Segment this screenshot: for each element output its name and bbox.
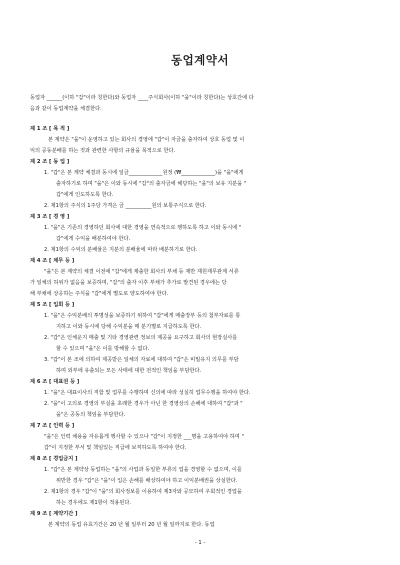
article-clause: 할 수 있으며 "을"은 이를 방해할 수 없다. [56, 346, 150, 352]
article-clause: 3. "갑"이 본 조에 의하여 제공받은 일체의 자료에 대하여 "갑"은 비밀유지 의무를 부담 [44, 357, 239, 363]
article-body: 익의 공동분배를 하는 것과 관련한 사항의 규율을 목적으로 한다. [30, 148, 176, 154]
article-clause: 출자하기로 하며 "을"은 이와 동시에 "갑"의 출자금에 해당하는 "을"의 보유 지분을 " [56, 181, 247, 187]
article-body: 해 부채에 상응하는 주식을 "갑"에게 별도로 양도하여야 한다. [30, 291, 169, 297]
article-clause: 1. "을"은 기존의 경영하던 회사에 대한 경영을 연속적으로 행하도록 하고 이와 동시에 " [44, 225, 242, 231]
page-number: - 1 - [194, 540, 206, 546]
article-body: 가 일체의 허위가 없음을 보증하며, "갑"의 출자 이후 부채가 추가로 발견된 경우에는 당 [30, 280, 227, 286]
article-heading: 제 2 조 [ 동 업 ] [30, 159, 70, 165]
article-heading: 제 8 조 [ 경업금지 ] [30, 456, 78, 462]
article-clause: 1. "갑"은 본 계약상 동업하는 "을"의 사업과 동일한 부류의 업을 경영할 수 없으며, 이를 [44, 467, 242, 473]
article-clause: 하며 외부에 유출되는 모든 사태에 대한 전적인 책임을 부담한다. [56, 368, 202, 374]
article-clause: 갑"에게 인도하도록 한다. [56, 192, 114, 198]
article-heading: 제 4 조 [ 채무 등 ] [30, 258, 75, 264]
article-clause: 1. "을"은 수익분배의 투명성을 보증하기 위하여 "갑"에게 매출장부 등의 첨부자료를 통 [44, 313, 241, 319]
article-heading: 제 9 조 [ 계약기간 ] [30, 511, 78, 517]
article-heading: 제 7 조 [ 인력 등 ] [30, 423, 75, 429]
article-clause: 1. "을"은 대표이사의 직함 및 업무를 수행하며 신의에 따라 성실히 업무수행을 하여야 한다. [44, 390, 251, 396]
intro-line: 음과 같이 동업계약을 체결한다. [30, 106, 102, 112]
article-body: "을"은 인력 채용을 자유롭게 행사할 수 있으나 "갑"이 지정한 ___명을 고용하여야 하며 " [44, 434, 244, 440]
intro-line: 동업자 ______(이하 "갑"이라 칭한다)와 동업자 ____주식회사(이하 "을"이라 칭한다)는 상호간에 다 [30, 95, 254, 101]
article-clause: 2. "갑"은 인체운지 매출 및 기타 경영관련 정보의 제공을 요구하고 회사의 현장실사를 [44, 335, 238, 341]
article-clause: 2. 제1항의 수익의 분배율은 지분의 분배율에 따라 배분하기로 한다. [44, 247, 198, 253]
article-heading: 제 5 조 [ 입회 등 ] [30, 302, 75, 308]
article-clause: 2. "을"이 고의로 경영의 부실을 초래한 경우가 아닌 한 경영상의 손해에 대하여 "갑"과 " [44, 401, 243, 407]
article-body: 본 계약의 동업 유효기간은 20 년 월 일부터 20 년 월 일까지로 한다. 동업 [48, 522, 215, 528]
article-heading: 제 6 조 [ 대표권 등 ] [30, 379, 80, 385]
article-clause: 지하고 이와 동시에 당해 수익분을 매 분기별로 지급하도록 한다. [56, 324, 202, 330]
article-body: 갑"이 지정한 부서 및 책임있는 직급에 보직하도록 하여야 한다. [44, 445, 187, 451]
article-clause: 을"은 공동의 책임을 부담한다. [56, 412, 126, 418]
article-heading: 제 3 조 [ 경 영 ] [30, 214, 70, 220]
article-body: "을"은 본 계약의 체결 이전에 "갑"에게 제출한 회사의 부채 등 제반 재원재무관계 서류 [44, 269, 239, 275]
article-clause: 하는 경우에도 제1항이 적용된다. [56, 500, 132, 506]
article-clause: 2. 제1항의 경우 "갑"이 "을"의 회사정보를 이용하여 제3자와 공모하여 우회적인 경업을 [44, 489, 242, 495]
article-clause: 1. "갑"은 본 계약 체결과 동시에 일금_____________원정 (₩_____________)을 "을"에게 [44, 170, 244, 176]
article-body: 본 계약은 "을"이 운영하고 있는 회사의 경영에 "갑"이 자금을 출자하여 상호 동업 및 이 [48, 137, 245, 143]
article-clause: 갑"에게 수익을 배분하여야 한다. [56, 236, 131, 242]
article-clause: 위반한 경우 "갑"은 "을"이 입은 손해를 배상하여야 하고 이익분배권을 상실한다. [56, 478, 238, 484]
document-title: 동업계약서 [170, 53, 230, 67]
article-heading: 제 1 조 [ 목 적 ] [30, 126, 70, 132]
article-clause: 2. 제1항의 주식의 1주당 가격은 금 __________원의 보통주식으로 한다. [44, 203, 207, 209]
